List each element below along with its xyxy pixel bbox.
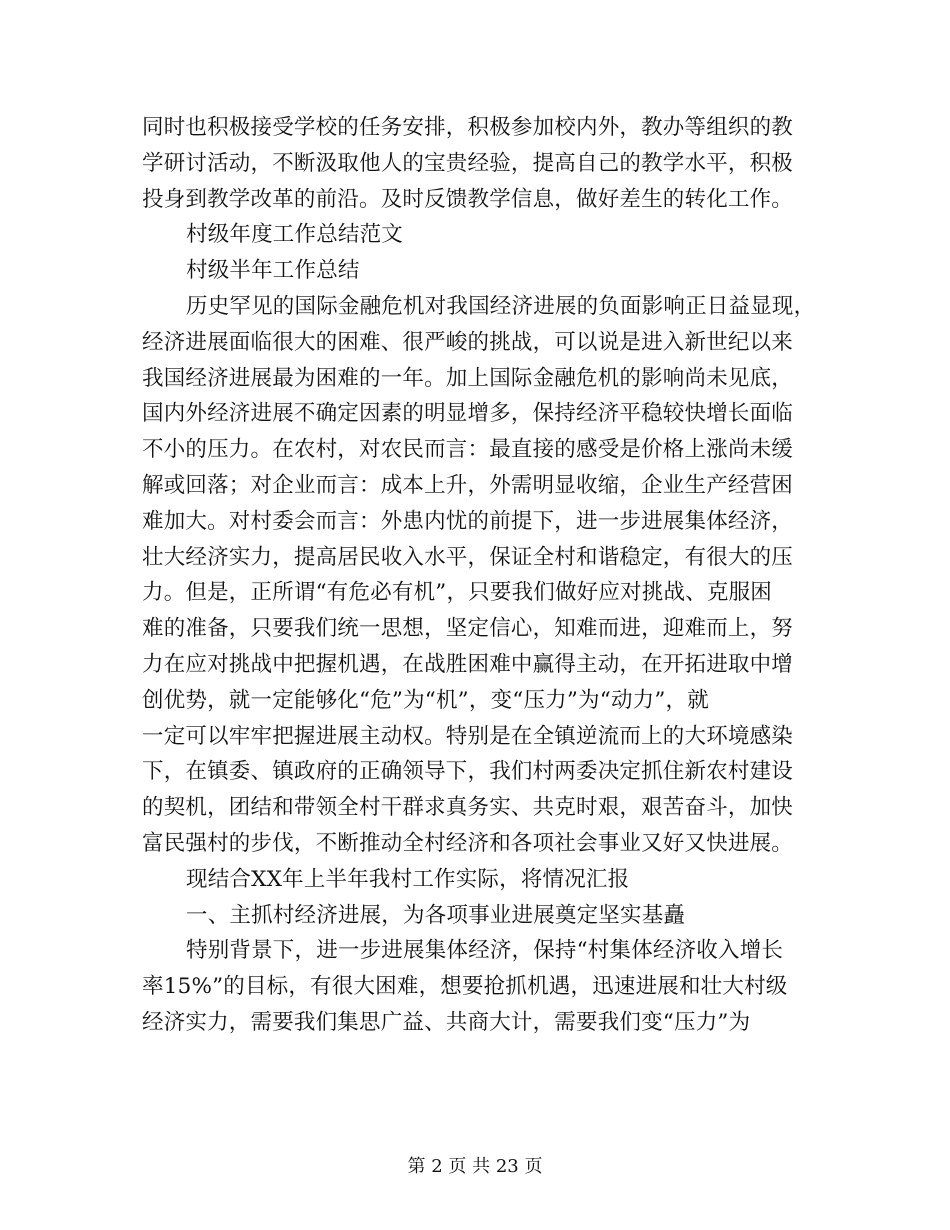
text-line: 经济进展面临很大的困难、很严峻的挑战，可以说是进入新世纪以来	[142, 329, 794, 355]
paragraph-start-line: 特别背景下，进一步进展集体经济，保持“村集体经济收入增长	[186, 938, 784, 964]
section-heading: 村级年度工作总结范文	[186, 222, 404, 248]
text-line: 不小的压力。在农村，对农民而言：最直接的感受是价格上涨尚未缓	[142, 437, 794, 463]
text-line: 我国经济进展最为困难的一年。加上国际金融危机的影响尚未见底，	[142, 365, 794, 391]
text-line: 一定可以牢牢把握进展主动权。特别是在全镇逆流而上的大环境感染	[142, 723, 794, 749]
text-line: 难加大。对村委会而言：外患内忧的前提下，进一步进展集体经济，	[142, 508, 794, 534]
text-line: 下，在镇委、镇政府的正确领导下，我们村两委决定抓住新农村建设	[142, 759, 794, 785]
section-heading: 村级半年工作总结	[186, 258, 360, 284]
text-line: 难的准备，只要我们统一思想，坚定信心，知难而进，迎难而上，努	[142, 616, 794, 642]
text-line: 国内外经济进展不确定因素的明显增多，保持经济平稳较快增长面临	[142, 401, 794, 427]
text-line: 力在应对挑战中把握机遇，在战胜困难中赢得主动，在开拓进取中增	[142, 651, 794, 677]
paragraph-start-line: 历史罕见的国际金融危机对我国经济进展的负面影响正日益显现，	[186, 293, 816, 319]
text-line: 经济实力，需要我们集思广益、共商大计，需要我们变“压力”为	[142, 1009, 751, 1035]
text-line: 率15%”的目标，有很大困难，想要抢抓机遇，迅速进展和壮大村级	[142, 974, 788, 1000]
text-line: 的契机，团结和带领全村干群求真务实、共克时艰，艰苦奋斗，加快	[142, 795, 794, 821]
text-line: 解或回落；对企业而言：成本上升，外需明显收缩，企业生产经营困	[142, 472, 794, 498]
text-line: 学研讨活动，不断汲取他人的宝贵经验，提高自己的教学水平，积极	[142, 150, 794, 176]
paragraph-start-line: 现结合XX年上半年我村工作实际，将情况汇报	[186, 866, 630, 892]
document-body	[142, 110, 816, 1041]
page-number-footer: 第 2 页 共 23 页	[407, 1156, 543, 1177]
text-line: 投身到教学改革的前沿。及时反馈教学信息，做好差生的转化工作。	[142, 186, 794, 212]
text-line: 壮大经济实力，提高居民收入水平，保证全村和谐稳定，有很大的压	[142, 544, 794, 570]
text-line: 同时也积极接受学校的任务安排，积极参加校内外，教办等组织的教	[142, 115, 794, 140]
text-line: 创优势，就一定能够化“危”为“机”，变“压力”为“动力”，就	[142, 687, 709, 713]
section-heading: 一、主抓村经济进展，为各项事业进展奠定坚实基矗	[186, 902, 686, 928]
text-line: 富民强村的步伐，不断推动全村经济和各项社会事业又好又快进展。	[142, 830, 794, 856]
text-line: 力。但是，正所谓“有危必有机”，只要我们做好应对挑战、克服困	[142, 580, 772, 606]
